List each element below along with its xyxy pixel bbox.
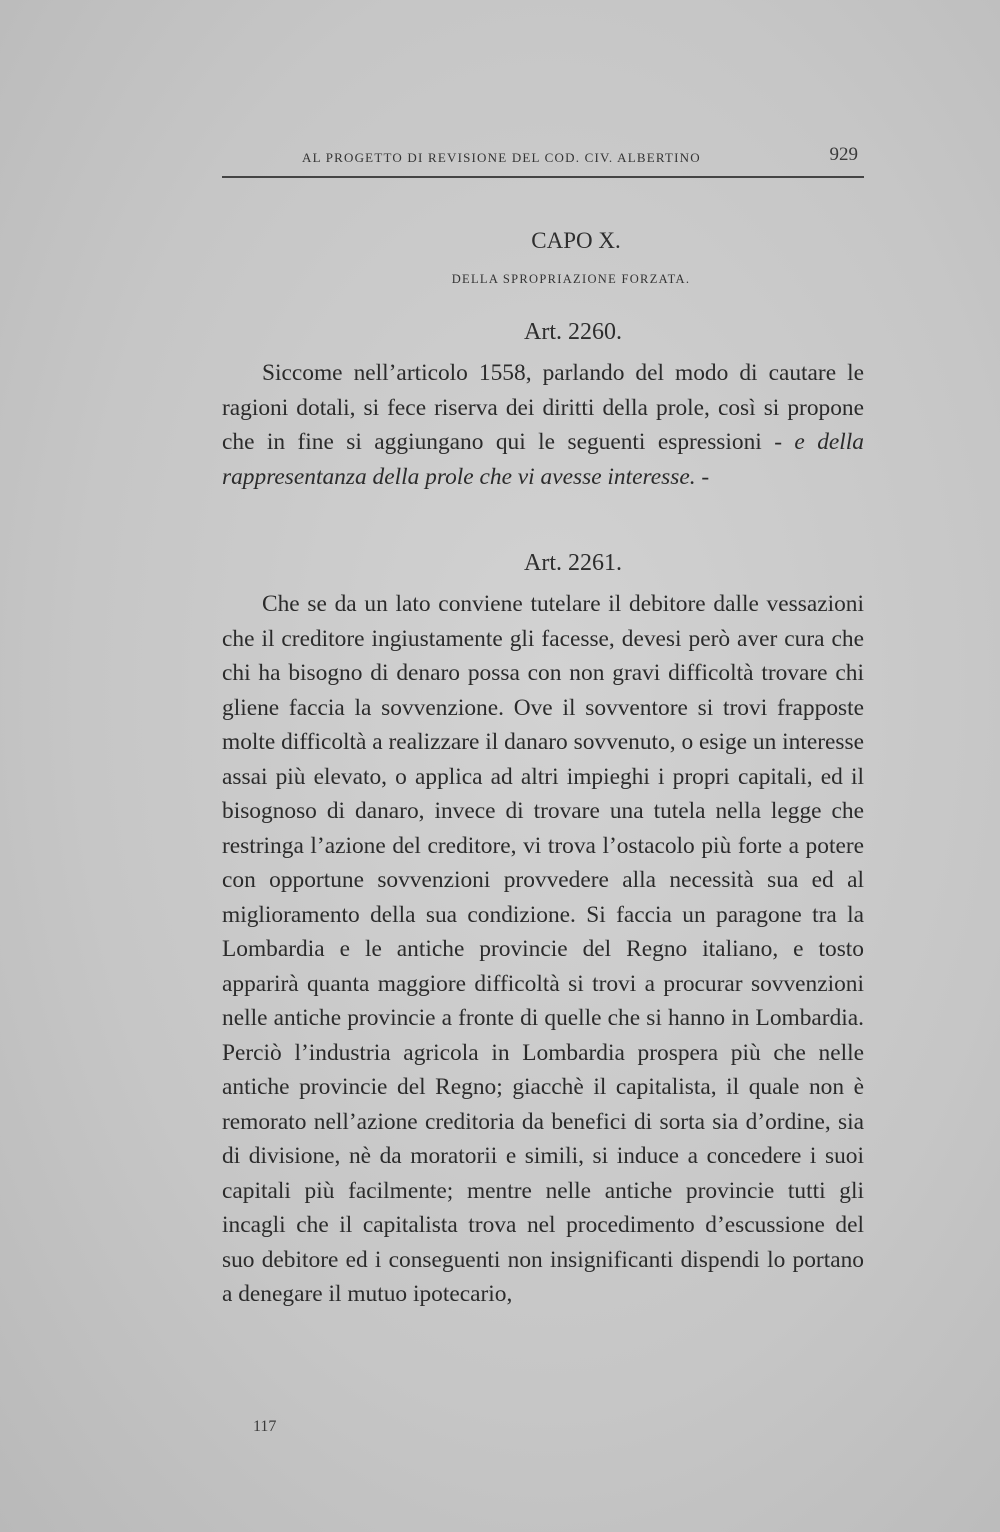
article-text-2260 xyxy=(222,356,864,494)
signature-mark: 117 xyxy=(253,1418,277,1435)
running-title: AL PROGETTO DI REVISIONE DEL COD. CIV. ALBERTINO xyxy=(302,150,701,165)
article-heading-2261: Art. 2261. xyxy=(524,550,622,576)
running-head xyxy=(222,142,864,172)
chapter-title: CAPO X. xyxy=(531,228,621,253)
article-text-2261: Che se da un lato conviene tutelare il debitore dalle vessazioni che il creditore ingiustamente gli facesse, devesi però aver cura che chi ha bisogno di denaro possa con non gravi difficoltà trovare chi gliene faccia la sovvenzione. Ove il sovventore si trovi frapposte molte difficoltà a realizzare il danaro sovvenuto, o esige un interesse assai più elevato, o applica ad altri impieghi i propri capitali, ed il bisognoso di danaro, invece di trovare una tutela nella legge che restringa l’azione del creditore, vi trova l’ostacolo più forte a potere con opportune sovvenzioni provvedere alla necessità sua ed al miglioramento della sua condizione. Si faccia un paragone tra la Lombardia e le antiche provincie del Regno italiano, e tosto apparirà quanta maggiore difficoltà si trovi a procurar sovvenzioni nelle antiche provincie a fronte di quelle che si hanno in Lombardia. Perciò l’industria agricola in Lombardia prospera più che nelle antiche provincie del Regno; giacchè il capitalista, il quale non è remorato nell’azione creditoria da benefici di sorta sia d’ordine, sia di divisione, nè da moratorii e simili, si induce a concedere i suoi capitali più facilmente; mentre nelle antiche provincie tutti gli incagli che il capitalista trova nel procedimento d’escussione del suo debitore ed i conseguenti non insignificanti dispendi lo portano a denegare il mutuo ipotecario, xyxy=(222,591,864,1307)
article-text-2260-start: Siccome nell’articolo 1558, parlando del modo di cautare le ragioni dotali, si fece riserva dei diritti della prole, così si propone che in fine si aggiungano qui le seguenti espressioni - xyxy=(222,360,864,455)
article-text-2260-italic: e della rappresentanza della prole che vi avesse interesse. xyxy=(222,429,864,490)
article-heading-2260: Art. 2260. xyxy=(524,319,622,345)
page-number: 929 xyxy=(829,144,858,165)
article-text-2260-end: - xyxy=(695,463,710,490)
header-rule xyxy=(222,176,864,178)
chapter-subtitle: DELLA SPROPRIAZIONE FORZATA. xyxy=(451,272,691,286)
